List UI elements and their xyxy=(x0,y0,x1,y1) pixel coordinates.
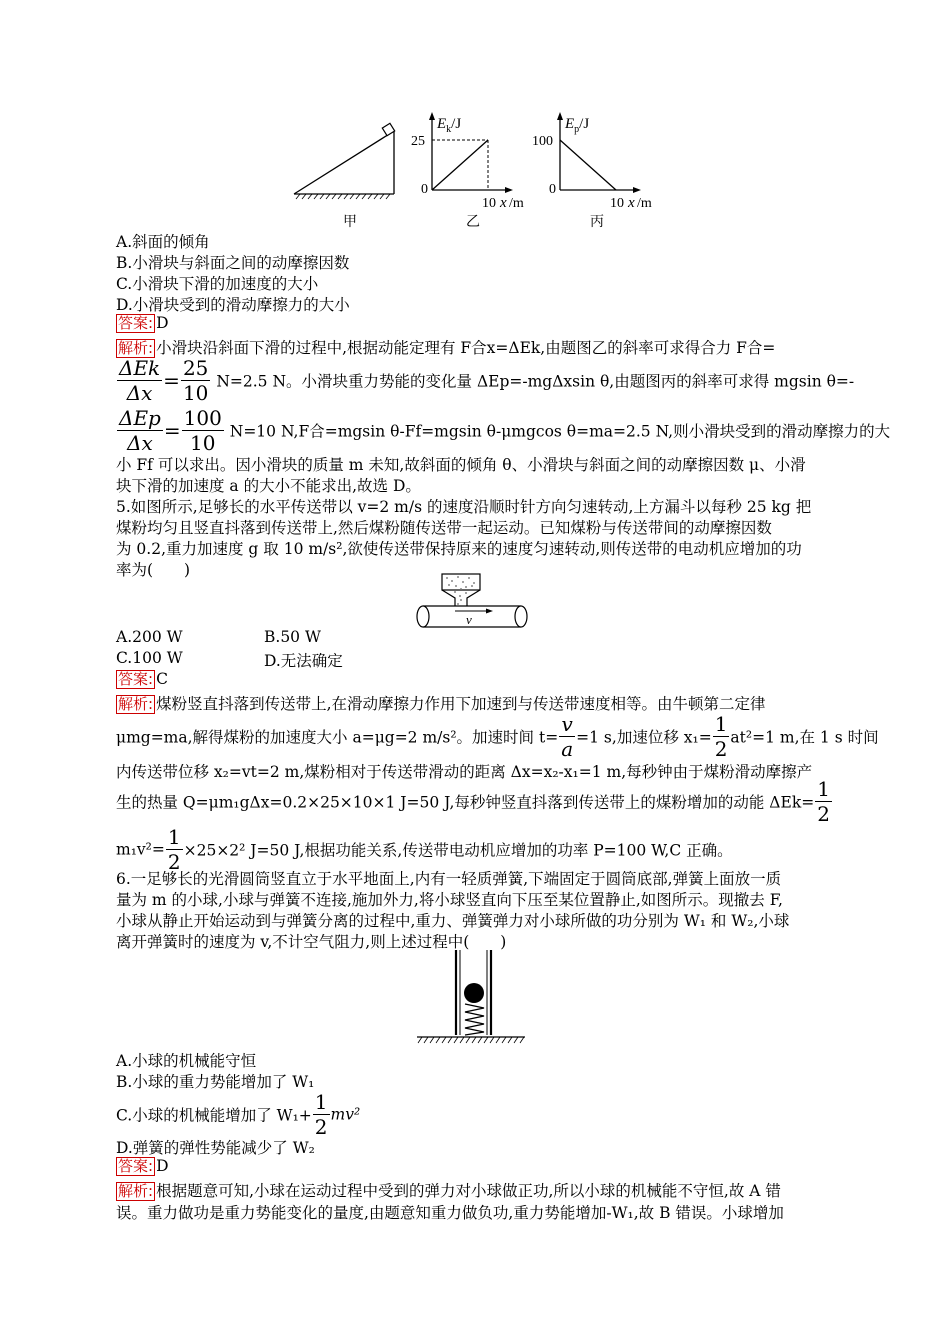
q6-answer: 答案: D xyxy=(118,1157,169,1175)
q6-stem-line2: 量为 m 的小球,小球与弹簧不连接,施加外力,将小球竖直向下压至某位置静止,如图所示。现撤去 F, xyxy=(116,891,783,909)
fraction-one-half: $\frac{1}{2}$ xyxy=(714,712,728,761)
q5-option-a: A.200 W xyxy=(116,628,183,646)
q6-stem-line3: 小球从静止开始运动到与弹簧分离的过程中,重力、弹簧弹力对小球所做的功分别为 W₁ 和 W₂,小球 xyxy=(116,912,790,930)
analysis-tag: 解析: xyxy=(118,695,154,713)
fraction-v-over-a: $\frac{v}{a}$ xyxy=(561,712,574,761)
incline-energy-figure xyxy=(285,108,675,233)
ep-graph xyxy=(532,112,652,211)
svg-text:100: 100 xyxy=(532,134,553,149)
q6-stem-line4: 离开弹簧时的速度为 v,不计空气阻力,则上述过程中( ) xyxy=(116,933,507,951)
q4-analysis-line4: 小 Ff 可以求出。因小滑块的质量 m 未知,故斜面的倾角 θ、小滑块与斜面之间的动摩擦因数 μ、小滑 xyxy=(116,456,806,474)
svg-text:25: 25 xyxy=(411,134,425,149)
q4-option-a: A.斜面的倾角 xyxy=(116,233,210,251)
q6-option-c: C.小球的机械能增加了 W₁+ $\frac{1}{2}$ mv² xyxy=(116,1090,361,1139)
q5-stem-line3: 为 0.2,重力加速度 g 取 10 m/s²,欲使传送带保持原来的速度匀速转动,则传送带的电动机应增加的功 xyxy=(116,540,802,558)
svg-text:Ek/J: $E_k/J$ xyxy=(437,116,462,135)
svg-text:10: 10 xyxy=(610,196,624,211)
fraction-25-10: $\frac{25}{10}$ xyxy=(182,356,209,405)
q5-stem-line1: 5.如图所示,足够长的水平传送带以 v=2 m/s 的速度沿顺时针方向匀速转动,上方漏斗以每秒 25 kg 把 xyxy=(116,498,812,516)
svg-text:甲: 甲 xyxy=(343,215,357,230)
cylinder-spring-figure xyxy=(410,945,530,1050)
svg-text:丙: 丙 xyxy=(590,215,604,230)
fraction-one-half: $\frac{1}{2}$ xyxy=(314,1090,328,1139)
q5-analysis-line3: 内传送带位移 x₂=vt=2 m,煤粉相对于传送带滑动的距离 Δx=x₂-x₁=1 m,每秒钟由于煤粉滑动摩擦产 xyxy=(116,763,813,781)
block-icon xyxy=(382,123,394,135)
svg-text:x: x xyxy=(500,195,507,211)
q5-analysis-line5: m₁v²= $\frac{1}{2}$ ×25×2² J=50 J,根据功能关系,传送带电动机应增加的功率 P=100 W,C 正确。 xyxy=(116,825,733,874)
fraction-delta-ep: $\frac{\text{ΔEp}}{\Delta x}$ xyxy=(119,406,161,455)
q5-option-c: C.100 W xyxy=(116,649,183,667)
fraction-delta-ek: $\frac{\text{ΔEk}}{\Delta x}$ xyxy=(119,356,161,405)
ball xyxy=(464,983,484,1003)
fraction-one-half: $\frac{1}{2}$ xyxy=(167,825,181,874)
svg-text:0: 0 xyxy=(549,182,556,197)
svg-text:/m: /m xyxy=(509,196,524,211)
q4-option-c: C.小滑块下滑的加速度的大小 xyxy=(116,275,319,293)
q5-stem-line4: 率为( ) xyxy=(116,561,191,579)
spring xyxy=(465,1004,484,1035)
q6-option-b: B.小球的重力势能增加了 W₁ xyxy=(116,1073,315,1091)
svg-text:v: v xyxy=(466,612,472,627)
answer-tag: 答案: xyxy=(118,314,154,332)
svg-text:乙: 乙 xyxy=(466,215,480,230)
answer-tag: 答案: xyxy=(118,670,154,688)
q5-answer: 答案: C xyxy=(118,670,168,688)
q5-analysis-line1: 解析: 煤粉竖直抖落到传送带上,在滑动摩擦力作用下加速到与传送带速度相等。由牛顿第二定律 xyxy=(118,695,766,713)
fraction-100-10: $\frac{100}{10}$ xyxy=(183,406,222,455)
svg-text:0: 0 xyxy=(421,182,428,197)
q4-analysis-line5: 块下滑的加速度 a 的大小不能求出,故选 D。 xyxy=(116,477,421,495)
q5-analysis-line4: 生的热量 Q=μm₁gΔx=0.2×25×10×1 J=50 J,每秒钟竖直抖落到传送带上的煤粉增加的动能 ΔEk= $\frac{1}{2}$ xyxy=(116,777,830,826)
q4-option-b: B.小滑块与斜面之间的动摩擦因数 xyxy=(116,254,350,272)
q4-option-d: D.小滑块受到的滑动摩擦力的大小 xyxy=(116,296,350,314)
svg-text:10: 10 xyxy=(482,196,496,211)
q6-stem-line1: 6.一足够长的光滑圆筒竖直立于水平地面上,内有一轻质弹簧,下端固定于圆筒底部,弹簧上面放一质 xyxy=(116,870,782,888)
analysis-tag: 解析: xyxy=(118,1182,154,1200)
q5-stem-line2: 煤粉均匀且竖直抖落到传送带上,然后煤粉随传送带一起运动。已知煤粉与传送带间的动摩擦因数 xyxy=(116,519,772,537)
analysis-tag: 解析: xyxy=(118,339,154,357)
q4-analysis-line1: 解析: 小滑块沿斜面下滑的过程中,根据动能定理有 F合x=ΔEk,由题图乙的斜率可求得合力 F合= xyxy=(118,339,776,357)
q5-analysis-line2: μmg=ma,解得煤粉的加速度大小 a=μg=2 m/s²。加速时间 t= $\frac{v}{a}$ =1 s,加速位移 x₁= $\frac{1}{2}$ at²=1 m,在 1 s 时间 xyxy=(116,712,879,761)
svg-text:Ep/J: $E_p/J$ xyxy=(565,116,590,135)
q6-option-a: A.小球的机械能守恒 xyxy=(116,1052,257,1070)
q5-option-b: B.50 W xyxy=(264,628,321,646)
q5-option-d: D.无法确定 xyxy=(264,652,343,670)
q4-analysis-line2: $\frac{\text{ΔEk}}{\Delta x}$ = $\frac{25}{10}$ N=2.5 N。小滑块重力势能的变化量 ΔEp=-mgΔxsin θ,由题图丙的斜率可求得 mgsin θ=- xyxy=(119,356,855,405)
incline-diagram xyxy=(294,123,395,199)
svg-text:/m: /m xyxy=(637,196,652,211)
answer-tag: 答案: xyxy=(118,1157,154,1175)
q6-analysis-line2: 误。重力做功是重力势能变化的量度,由题意知重力做负功,重力势能增加-W₁,故 B 错误。小球增加 xyxy=(116,1204,784,1222)
svg-text:x: x xyxy=(628,195,635,211)
q4-answer: 答案: D xyxy=(118,314,169,332)
conveyor-belt-figure xyxy=(410,570,545,632)
fraction-one-half: $\frac{1}{2}$ xyxy=(817,777,830,826)
q6-option-d: D.弹簧的弹性势能减少了 W₂ xyxy=(116,1139,315,1157)
q6-analysis-line1: 解析: 根据题意可知,小球在运动过程中受到的弹力对小球做正功,所以小球的机械能不守恒,故 A 错 xyxy=(118,1182,781,1200)
q4-analysis-line3: $\frac{\text{ΔEp}}{\Delta x}$ = $\frac{100}{10}$ N=10 N,F合=mgsin θ-Ff=mgsin θ-μmgcos θ=ma=2.5 N,则小滑块受到的滑动摩擦力的大 xyxy=(119,406,891,455)
ek-graph xyxy=(411,112,524,211)
